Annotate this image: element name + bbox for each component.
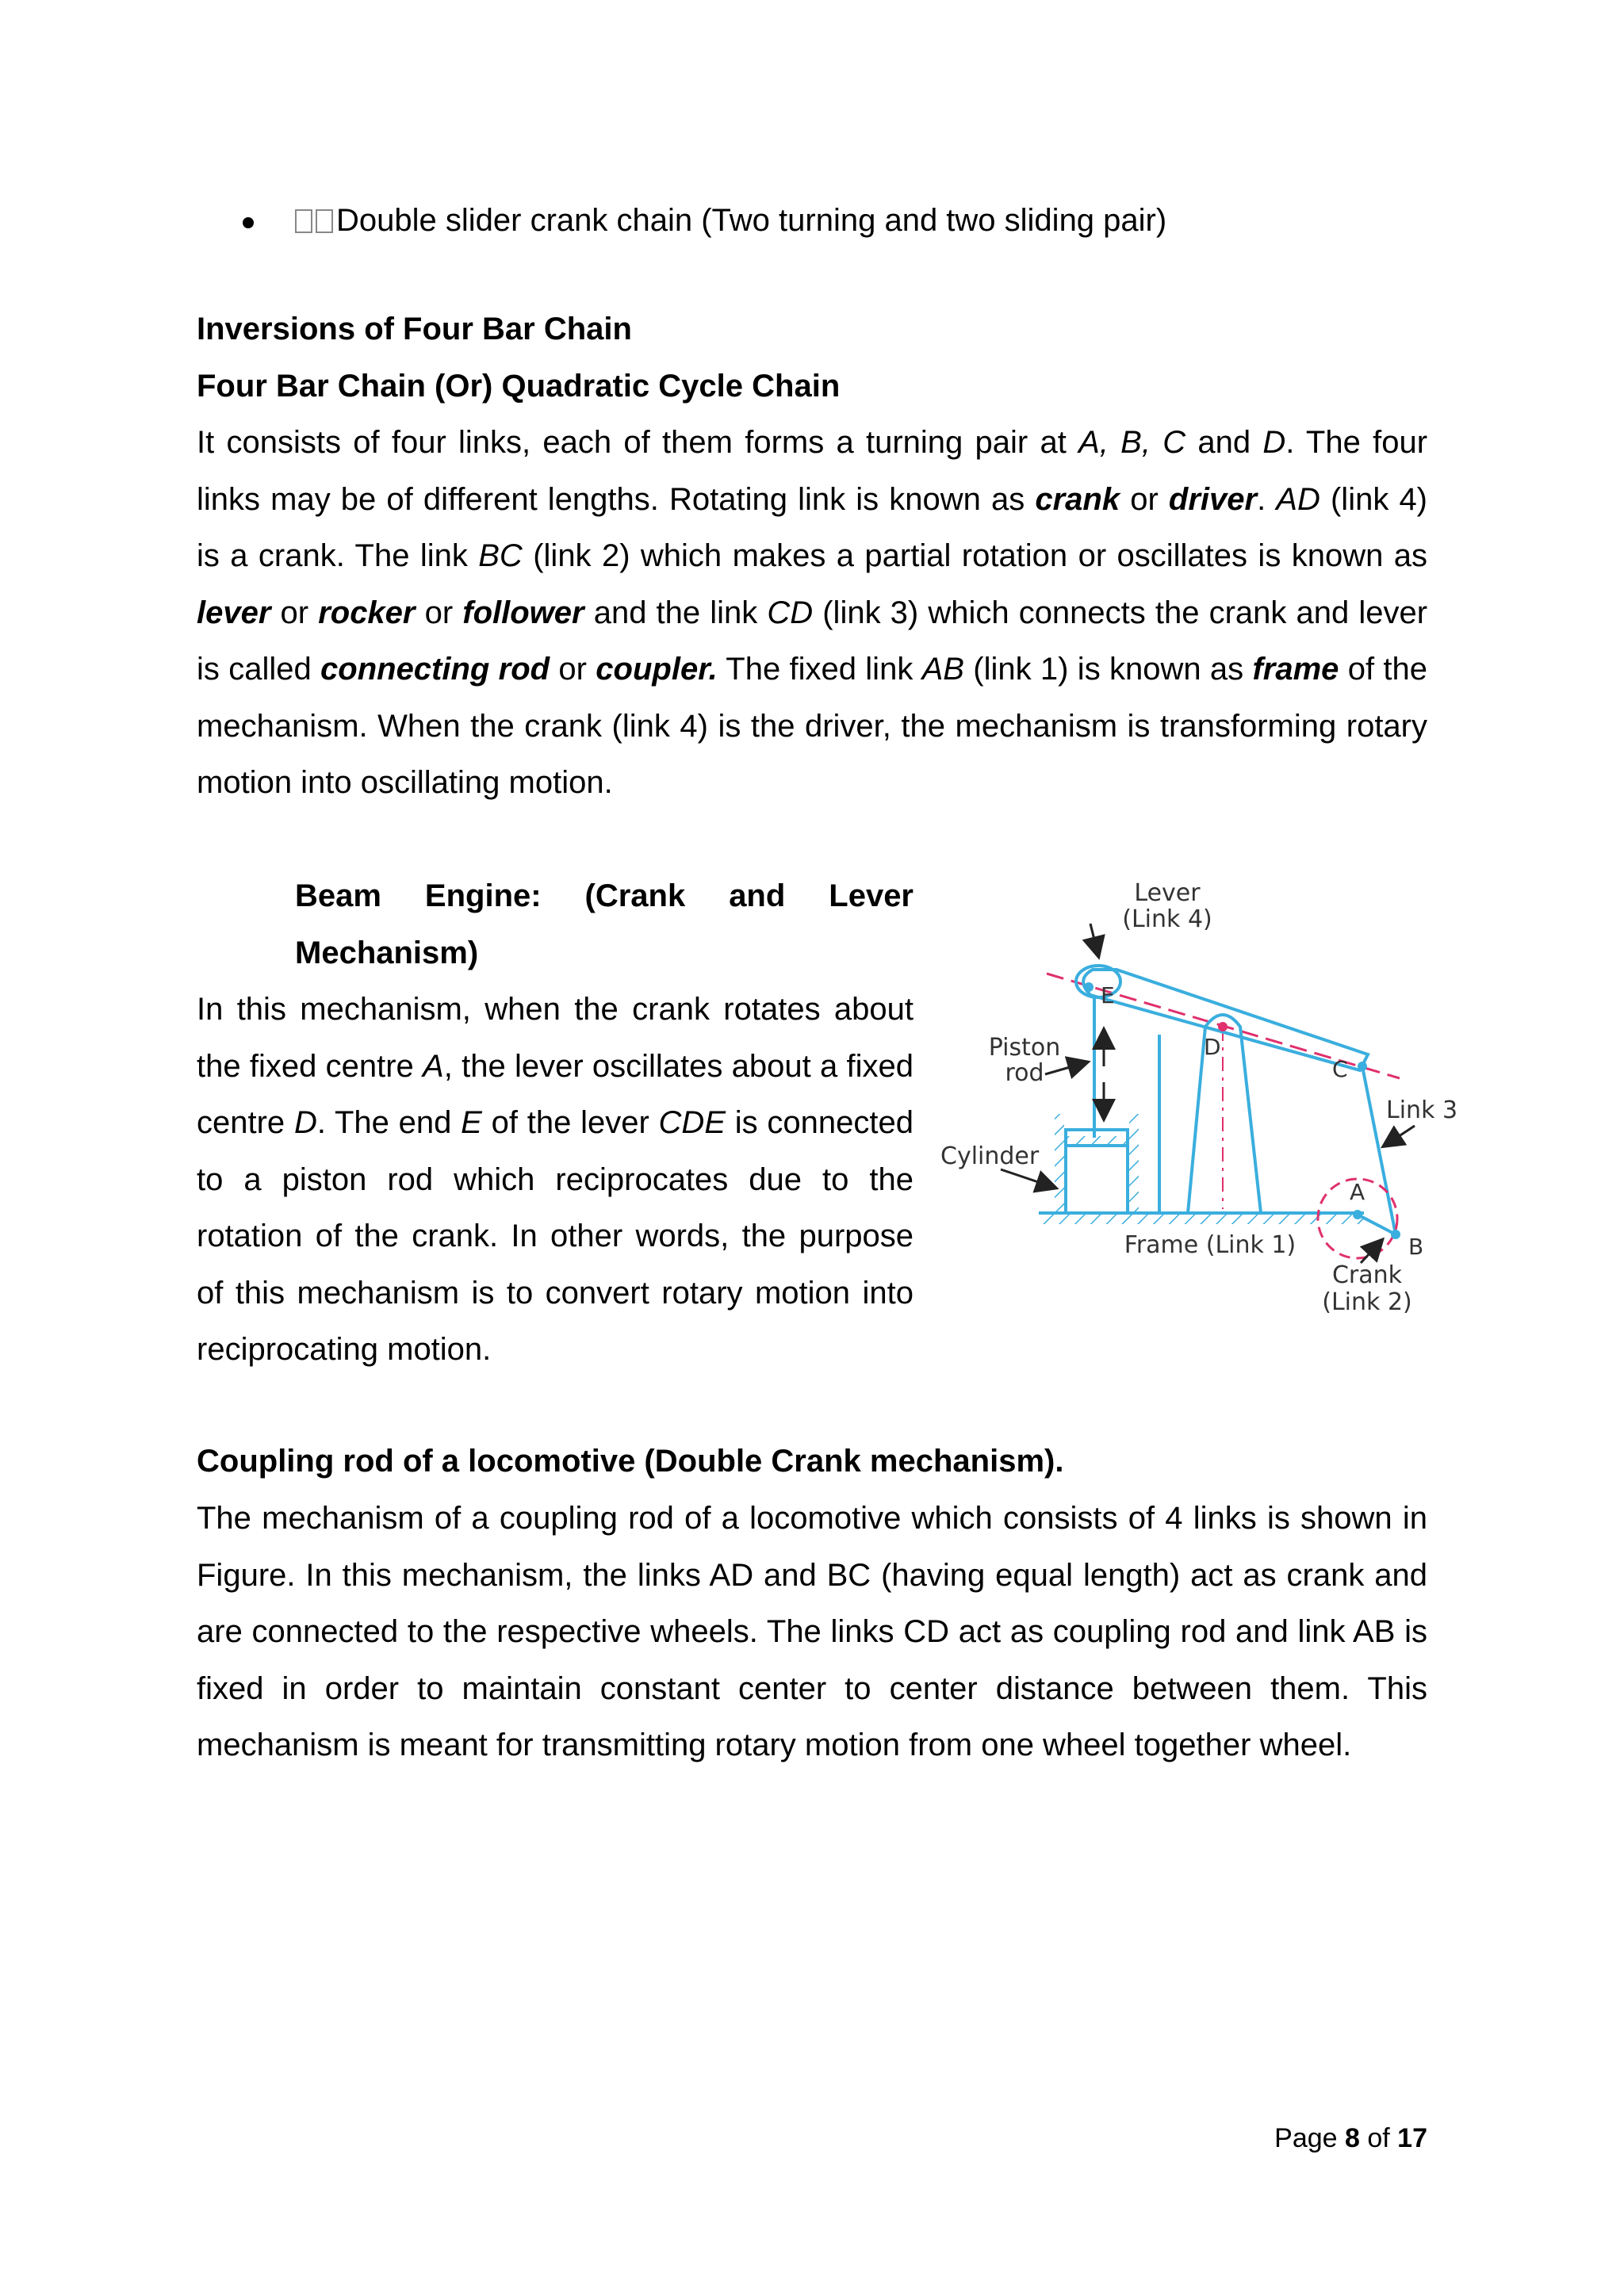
bullet-dot (243, 217, 254, 228)
label-rod: rod (1005, 1059, 1044, 1087)
beam-engine-figure (936, 876, 1475, 1336)
beam-engine-title: Beam Engine: (Crank and Lever Mechanism) (295, 878, 914, 970)
label-a: A (1350, 1179, 1365, 1205)
label-e: E (1101, 982, 1115, 1008)
point-e (1084, 982, 1094, 992)
point-a (1353, 1210, 1362, 1219)
bullet-label: Double slider crank chain (Two turning and two sliding pair) (336, 203, 1167, 238)
term-connecting-rod: connecting rod (320, 652, 550, 687)
term-frame: frame (1252, 652, 1339, 687)
missing-glyph-icon (295, 209, 312, 233)
beam-engine-paragraph: In this mechanism, when the crank rotates about the fixed centre A, the lever oscillates about a fixed centre D. The end E of the lever CDE is connected to a piston rod which reciprocates due to the rotation of the crank. In other words, the purpose of this mechanism is to convert rotary motion into reciprocating motion. (197, 992, 914, 1367)
label-piston: Piston (988, 1034, 1061, 1062)
point-c (1358, 1062, 1367, 1071)
four-bar-paragraph: It consists of four links, each of them forms a turning pair at A, B, C and D. The four links may be of different lengths. Rotating link is known as crank or driver. AD (link 4) is a crank. The link BC (link 2) which makes a partial rotation or oscillates is known as lever or rocker or follower and the link CD (link 3) which connects the crank and lever is called connecting rod or coupler. The fixed link AB (link 1) is known as frame of the mechanism. When the crank (link 4) is the driver, the mechanism is transforming rotary motion into oscillating motion. (197, 425, 1428, 800)
link3-connecting-rod (1362, 1066, 1396, 1234)
label-d: D (1204, 1034, 1221, 1060)
term-driver: driver (1168, 481, 1258, 517)
point-b (1391, 1230, 1400, 1239)
missing-glyph-icon (316, 209, 333, 233)
heading-coupling-rod: Coupling rod of a locomotive (Double Crank mechanism). (197, 1444, 1064, 1479)
page-number: Page 8 of 17 (1274, 2123, 1427, 2153)
label-crank-link: (Link 2) (1322, 1288, 1412, 1316)
heading-inversions: Inversions of Four Bar Chain (197, 312, 632, 346)
label-lever: Lever (1134, 879, 1201, 907)
term-crank: crank (1035, 481, 1120, 517)
heading-four-bar-chain: Four Bar Chain (Or) Quadratic Cycle Chain (197, 369, 841, 404)
label-cylinder: Cylinder (940, 1142, 1040, 1170)
coupling-paragraph: The mechanism of a coupling rod of a locomotive which consists of 4 links is shown in Figure. In this mechanism, the links AD and BC (having equal length) act as crank and are connected to the respective wheels. The links CD act as coupling rod and link AB is fixed in order to maintain constant center to center distance between them. This mechanism is meant for transmitting rotary motion from one wheel together wheel. (197, 1501, 1427, 1762)
term-follower: follower (462, 595, 584, 630)
term-lever: lever (197, 595, 271, 630)
label-crank: Crank (1331, 1261, 1403, 1289)
label-c: C (1332, 1056, 1348, 1082)
bullet-text (295, 198, 1166, 243)
label-frame: Frame (Link 1) (1124, 1231, 1297, 1259)
pillar (1188, 1015, 1261, 1213)
label-link3: Link 3 (1386, 1096, 1458, 1124)
point-d (1218, 1022, 1228, 1031)
label-lever-link: (Link 4) (1122, 905, 1212, 933)
crank-link (1358, 1215, 1396, 1234)
term-coupler: coupler. (596, 652, 718, 687)
term-rocker: rocker (318, 595, 416, 630)
label-b: B (1408, 1234, 1424, 1260)
